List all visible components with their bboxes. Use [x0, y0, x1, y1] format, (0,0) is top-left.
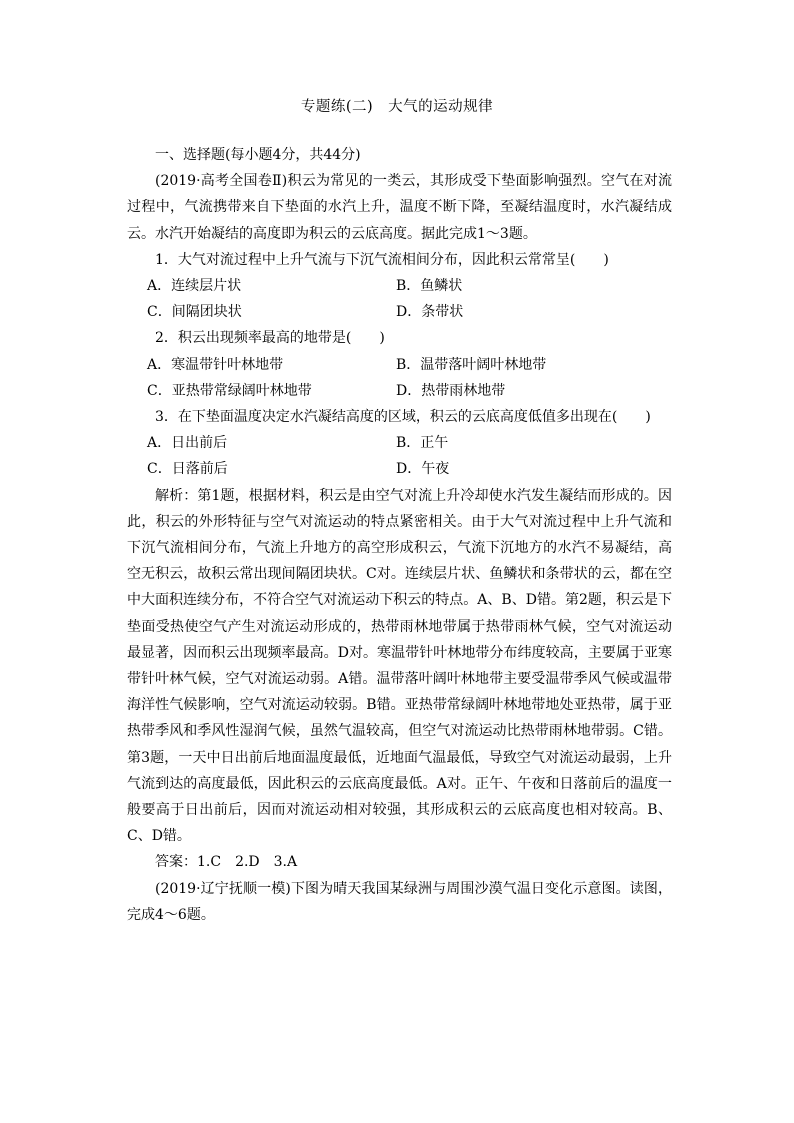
- document-body: [127, 142, 672, 928]
- question-1-options-row-2: [127, 299, 672, 325]
- question-3-option-c: C．日落前后: [147, 461, 228, 478]
- answer-line: 答案：1.C 2.D 3.A: [155, 854, 298, 871]
- question-2-options-row-1: [127, 352, 672, 378]
- question-2-option-d: D．热带雨林地带: [396, 382, 506, 399]
- question-2-option-a: A．寒温带针叶林地带: [147, 356, 284, 373]
- question-1-options-row-1: [127, 273, 672, 299]
- question-3-option-b: B．正午: [396, 435, 449, 452]
- material-paragraph-1: (2019·高考全国卷Ⅱ)积云为常见的一类云，其形成受下垫面影响强烈。空气在对流过程中，气流携带来自下垫面的水汽上升，温度不断下降，至凝结温度时，水汽凝结成云。水汽开始凝结的高度即为积云的云底高度。据此完成1～3题。: [127, 173, 672, 242]
- question-2-stem: 2．积云出现频率最高的地带是( ): [155, 330, 385, 347]
- question-1-option-a: A．连续层片状: [147, 278, 242, 295]
- question-2-option-b: B．温带落叶阔叶林地带: [396, 356, 547, 373]
- question-2-option-c: C．亚热带常绿阔叶林地带: [147, 382, 312, 399]
- question-2-options-row-2: [127, 378, 672, 404]
- question-3-option-a: A．日出前后: [147, 435, 228, 452]
- document-title: 专题练(二) 大气的运动规律: [300, 99, 494, 115]
- question-1-stem: 1．大气对流过程中上升气流与下沉气流相间分布，因此积云常常呈( ): [155, 251, 609, 268]
- question-3-options-row-2: [127, 456, 672, 482]
- question-3-options-row-1: [127, 430, 672, 456]
- material-paragraph-2: (2019·辽宁抚顺一模)下图为晴天我国某绿洲与周围沙漠气温日变化示意图。读图，完成4～6题。: [127, 880, 672, 923]
- question-3-option-d: D．午夜: [396, 461, 450, 478]
- question-3-stem: 3．在下垫面温度决定水汽凝结高度的区域，积云的云底高度低值多出现在( ): [155, 409, 651, 426]
- question-1-option-c: C．间隔团块状: [147, 304, 242, 321]
- question-1-option-d: D．条带状: [396, 304, 464, 321]
- section-heading: 一、选择题(每小题4分，共44分): [155, 147, 361, 163]
- analysis-paragraph: 解析：第1题，根据材料，积云是由空气对流上升冷却使水汽发生凝结而形成的。因此，积云的外形特征与空气对流运动的特点紧密相关。由于大气对流过程中上升气流和下沉气流相间分布，气流上升地方的高空形成积云，气流下沉地方的水汽不易凝结，高空无积云，故积云常出现间隔团块状。C对。连续层片状、鱼鳞状和条带状的云，都在空中大面积连续分布，不符合空气对流运动下积云的特点。A、B、D错。第2题，积云是下垫面受热使空气产生对流运动形成的，热带雨林地带属于热带雨林气候，空气对流运动最显著，因而积云出现频率最高。D对。寒温带针叶林地带分布纬度较高，主要属于亚寒带针叶林气候，空气对流运动弱。A错。温带落叶阔叶林地带主要受温带季风气候或温带海洋性气候影响，空气对流运动较弱。B错。亚热带常绿阔叶林地带地处亚热带，属于亚热带季风和季风性湿润气候，虽然气温较高，但空气对流运动比热带雨林地带弱。C错。第3题，一天中日出前后地面温度最低，近地面气温最低，导致空气对流运动最弱，上升气流到达的高度最低，因此积云的云底高度最低。A对。正午、午夜和日落前后的温度一般要高于日出前后，因而对流运动相对较强，其形成积云的云底高度也相对较高。B、C、D错。: [127, 487, 672, 845]
- question-1-option-b: B．鱼鳞状: [396, 278, 463, 295]
